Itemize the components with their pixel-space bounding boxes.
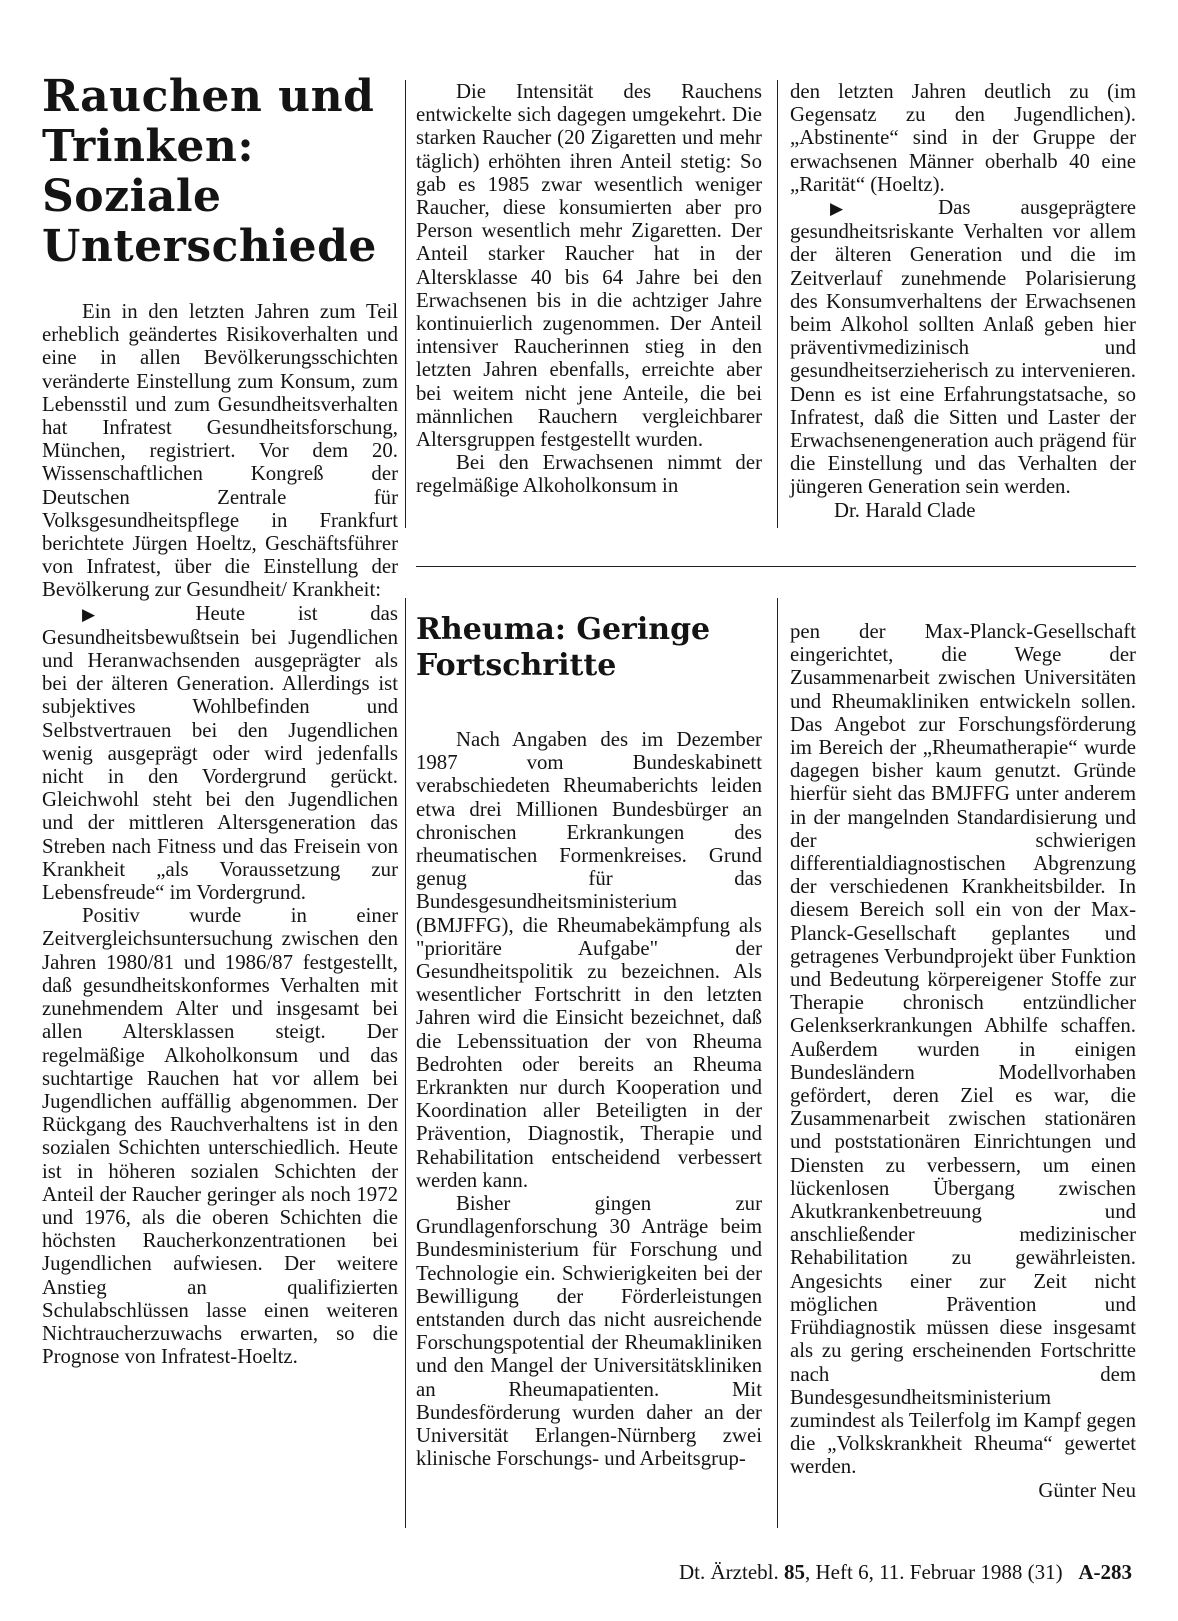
article1-conclusion-text: Das ausgeprägtere gesundheitsriskante Verhalten vor allem der älteren Generation und die im Zeitverlauf zunehmende Polarisierung des Konsumverhaltens der Erwachsenen beim Alkohol sollten Anlaß geben hier präventivmedizinisch und gesundheitserzieherisch zu intervenieren. Denn es ist eine Erfahrungstatsache, so Infratest, daß die Sitten und Laster der Erwachsenengeneration auch prägend für die Einstellung und das Verhalten der jüngeren Generation sein werden.: [790, 196, 1137, 499]
article2-paragraph-intro: Nach Angaben des im Dezember 1987 vom Bundeskabinett verabschiedeten Rheumaberichts leiden etwa drei Millionen Bundesbürger an chronischen Erkrankungen des rheumatischen Formenkreises. Grund genug für das Bundesgesundheitsministerium (BMJFFG), die Rheumabekämpfung als "prioritäre Aufgabe" der Gesundheitspolitik zu bezeichnen. Als wesentlicher Fortschritt in den letzten Jahren wird die Einsicht bezeichnet, daß die Lebenssituation der von Rheuma Bedrohten oder bereits an Rheuma Erkrankten nur durch Kooperation und Koordination aller Beteiligten in der Prävention, Diagnostik, Therapie und Rehabilitation entscheidend verbessert werden kann.: [416, 728, 762, 1192]
arrow-bullet-icon: ▶: [82, 604, 143, 624]
article2-column-1: [416, 728, 762, 1471]
footer-issue: , Heft 6, 11. Februar 1988 (31): [805, 1560, 1063, 1584]
headline-rauchen-trinken: Rauchen und Trinken: Soziale Unterschiede: [42, 71, 377, 272]
article1-author: Dr. Harald Clade: [834, 498, 976, 522]
article1-paragraph-continued: den letzten Jahren deutlich zu (im Gegensatz zu den Jugendlichen). „Abstinente“ sind in der Gruppe der erwachsenen Männer oberhalb 40 eine „Rarität“ (Hoeltz).: [790, 80, 1136, 196]
article1-column-3: [790, 80, 1136, 522]
article2-paragraph-continued: pen der Max-Planck-Gesellschaft eingerichtet, die Wege der Zusammenarbeit zwischen Universitäten und Rheumakliniken entwickeln sollen. Das Angebot zur Forschungsförderung im Bereich der „Rheumatherapie“ wurde dagegen bisher kaum genutzt. Gründe hierfür sieht das BMJFFG unter anderem in der mangelnden Standardisierung und der schwierigen differentialdiagnostischen Abgrenzung der verschiedenen Krankheitsbilder. In diesem Bereich soll ein von der Max-Planck-Gesellschaft geplantes und getragenes Verbundprojekt über Funktion und Bedeutung körpereigener Stoffe zur Therapie chronisch entzündlicher Gelenkserkrankungen Abhilfe schaffen. Außerdem wurden in einigen Bundesländern Modellvorhaben gefördert, deren Ziel es war, die Zusammenarbeit zwischen stationären und poststationären Einrichtungen und Diensten zu verbessern, um einen lückenlosen Übergang zwischen Akutkrankenbetreuung und anschließender medizinischer Rehabilitation zu gewährleisten. Angesichts einer zur Zeit nicht möglichen Prävention und Frühdiagnostik müssen diese insgesamt als zu gering erscheinenden Fortschritte nach dem Bundesgesundheitsministerium zumindest als Teilerfolg im Kampf gegen die „Volkskrankheit Rheuma“ gewertet werden.: [790, 620, 1136, 1479]
article1-column-1: [42, 300, 398, 1368]
article1-paragraph-conclusion: [790, 196, 1136, 499]
article2-paragraph-forschung: Bisher gingen zur Grundlagenforschung 30 Anträge beim Bundesministerium für Forschung und Technologie ein. Schwierigkeiten bei der Bewilligung der Förderleistungen entstanden durch das nicht ausreichende Forschungspotential der Rheumakliniken und den Mangel der Universitätskliniken an Rheumapatienten. Mit Bundesförderung wurden daher an der Universität Erlangen-Nürnberg zwei klinische Forschungs- und Arbeitsgrup-: [416, 1192, 762, 1471]
article2-column-2: [790, 620, 1136, 1502]
column-rule-4: [777, 598, 778, 1528]
article1-paragraph-intensitaet: Die Intensität des Rauchens entwickelte sich dagegen umgekehrt. Die starken Raucher (20 Zigaretten und mehr täglich) erhöhten ihren Anteil stetig: So gab es 1985 zwar wesentlich weniger Raucher, diese konsumierten aber pro Person wesentlich mehr Zigaretten. Der Anteil starker Raucher hat in der Altersklasse 40 bis 64 Jahre bei den Erwachsenen bis in die achtziger Jahre kontinuierlich zugenommen. Der Anteil intensiver Raucherinnen stieg in den letzten Jahren ebenfalls, erreichte aber bei weitem nicht jene Anteile, die bei männlichen Rauchern vergleichbarer Altersgruppen festgestellt wurden.: [416, 80, 762, 452]
article2-author: Günter Neu: [1038, 1478, 1136, 1502]
article1-paragraph-bullet: [42, 602, 398, 905]
article1-paragraph-alkohol: Bei den Erwachsenen nimmt der regelmäßige Alkoholkonsum in: [416, 451, 762, 498]
article1-bullet-text: Heute ist das Gesundheitsbewußtsein bei Jugendlichen und Heranwachsenden ausgeprägter als bei der älteren Generation. Allerdings ist subjektives Wohlbefinden und Selbstvertrauen bei den Jugendlichen wenig ausgeprägt oder wird jedenfalls nicht in den Vordergrund gerückt. Gleichwohl steht bei den Jugendlichen und der mittleren Altersgeneration das Streben nach Fitness und das Freisein von Krankheit „als Voraussetzung zur Lebensfreude“ im Vordergrund.: [42, 601, 399, 905]
arrow-bullet-icon: ▶: [830, 199, 888, 219]
column-rule-3: [405, 598, 406, 1528]
footer-journal: Dt. Ärztebl.: [679, 1560, 779, 1584]
footer-volume: 85: [784, 1560, 805, 1584]
headline-rheuma: Rheuma: Geringe Fortschritte: [416, 612, 711, 683]
page-footer: [679, 1560, 1132, 1585]
article-separator-rule: [416, 566, 1136, 567]
footer-page-number: A-283: [1078, 1560, 1132, 1584]
column-rule-2: [777, 80, 778, 528]
article1-column-2: [416, 80, 762, 498]
column-rule-1: [405, 80, 406, 528]
article1-paragraph-intro: Ein in den letzten Jahren zum Teil erheblich geändertes Risikoverhalten und eine in allen Bevölkerungsschichten veränderte Einstellung zum Konsum, zum Lebensstil und zum Gesundheitsverhalten hat Infratest Gesundheitsforschung, München, registriert. Vor dem 20. Wissenschaftlichen Kongreß der Deutschen Zentrale für Volksgesundheitspflege in Frankfurt berichtete Jürgen Hoeltz, Geschäftsführer von Infratest, über die Einstellung der Bevölkerung zur Gesundheit/ Krankheit:: [42, 300, 398, 602]
article1-paragraph-positiv: Positiv wurde in einer Zeitvergleichsuntersuchung zwischen den Jahren 1980/81 und 1986/87 festgestellt, daß gesundheitskonformes Verhalten mit zunehmendem Alter und insgesamt bei allen Altersklassen steigt. Der regelmäßige Alkoholkonsum und das suchtartige Rauchen hat vor allem bei Jugendlichen auffällig abgenommen. Der Rückgang des Rauchverhaltens ist in den sozialen Schichten unterschiedlich. Heute ist in höheren sozialen Schichten der Anteil der Raucher geringer als noch 1972 und 1976, als die oberen Schichten die höchsten Raucherkonzentrationen bei Jugendlichen aufwiesen. Der weitere Anstieg an qualifizierten Schulabschlüssen lasse einen weiteren Nichtraucherzuwachs erwarten, so die Prognose von Infratest-Hoeltz.: [42, 904, 398, 1369]
